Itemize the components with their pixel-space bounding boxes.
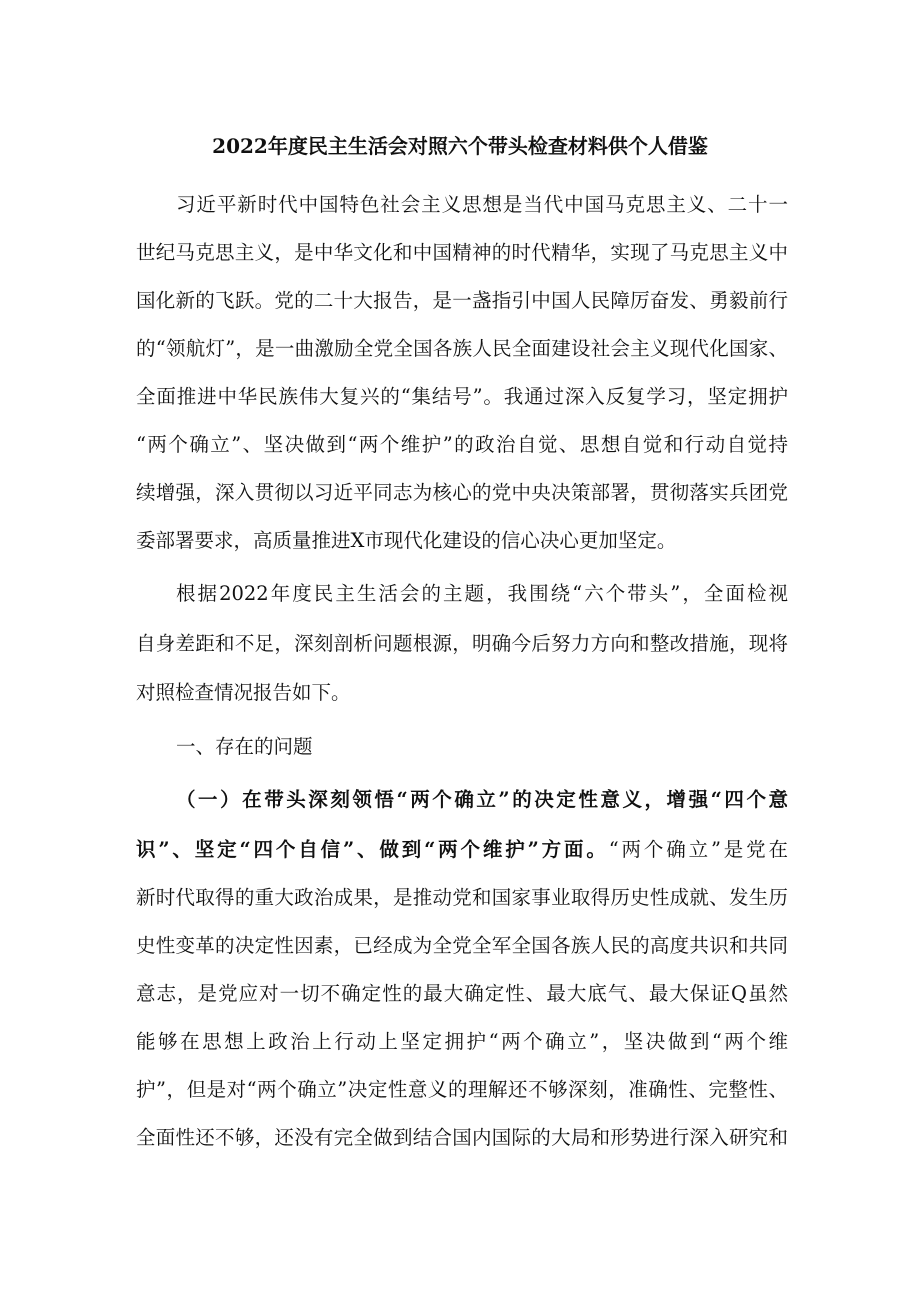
paragraph-1-line-6: “两个确立”、坚决做到“两个维护”的政治自觉、思想自觉和行动自觉持	[136, 433, 788, 456]
paragraph-2-line-3: 对照检查情况报告如下。	[136, 681, 351, 704]
section-heading: 一、存在的问题	[176, 735, 313, 758]
subsection-heading-bold-text: 识”、坚定“四个自信”、做到“两个维护”方面。	[136, 838, 609, 861]
subsection-line-1: 新时代取得的重大政治成果，是推动党和国家事业取得历史性成就、发生历	[136, 886, 788, 909]
subsection-line-3: 意志，是党应对一切不确定性的最大确定性、最大底气、最大保证Q虽然	[136, 982, 788, 1005]
paragraph-2-line-2: 自身差距和不足，深刻剖析问题根源，明确今后努力方向和整改措施，现将	[136, 632, 788, 655]
subsection-line-2: 史性变革的决定性因素，已经成为全党全军全国各族人民的高度共识和共同	[136, 934, 788, 957]
subsection-line-5: 护”，但是对“两个确立”决定性意义的理解还不够深刻，准确性、完整性、	[136, 1078, 788, 1101]
paragraph-1-line-8: 委部署要求，高质量推进X市现代化建设的信心决心更加坚定。	[136, 529, 677, 552]
paragraph-2-line-1: 根据2022年度民主生活会的主题，我围绕“六个带头”，全面检视	[176, 582, 788, 605]
paragraph-1-line-3: 国化新的飞跃。党的二十大报告，是一盏指引中国人民障厉奋发、勇毅前行	[136, 289, 788, 312]
subsection-heading-rest-text: “两个确立”是党在	[608, 838, 788, 861]
subsection-line-6: 全面性还不够，还没有完全做到结合国内国际的大局和形势进行深入研究和	[136, 1126, 788, 1149]
subsection-heading-line-1: （一）在带头深刻领悟“两个确立”的决定性意义，增强“四个意	[176, 788, 788, 811]
subsection-line-4: 能够在思想上政治上行动上坚定拥护“两个确立”，坚决做到“两个维	[136, 1030, 788, 1053]
paragraph-1-line-1: 习近平新时代中国特色社会主义思想是当代中国马克思主义、二十一	[176, 193, 788, 216]
paragraph-1-line-2: 世纪马克思主义，是中华文化和中国精神的时代精华，实现了马克思主义中	[136, 241, 788, 264]
document-title: 2022年度民主生活会对照六个带头检查材料供个人借鉴	[212, 134, 708, 158]
paragraph-1-line-5: 全面推进中华民族伟大复兴的“集结号”。我通过深入反复学习，坚定拥护	[136, 385, 788, 408]
subsection-heading-line-2	[136, 834, 788, 866]
paragraph-1-line-4: 的“领航灯”，是一曲激励全党全国各族人民全面建设社会主义现代化国家、	[136, 337, 788, 360]
paragraph-1-line-7: 续增强，深入贯彻以习近平同志为核心的党中央决策部署，贯彻落实兵团党	[136, 481, 788, 504]
